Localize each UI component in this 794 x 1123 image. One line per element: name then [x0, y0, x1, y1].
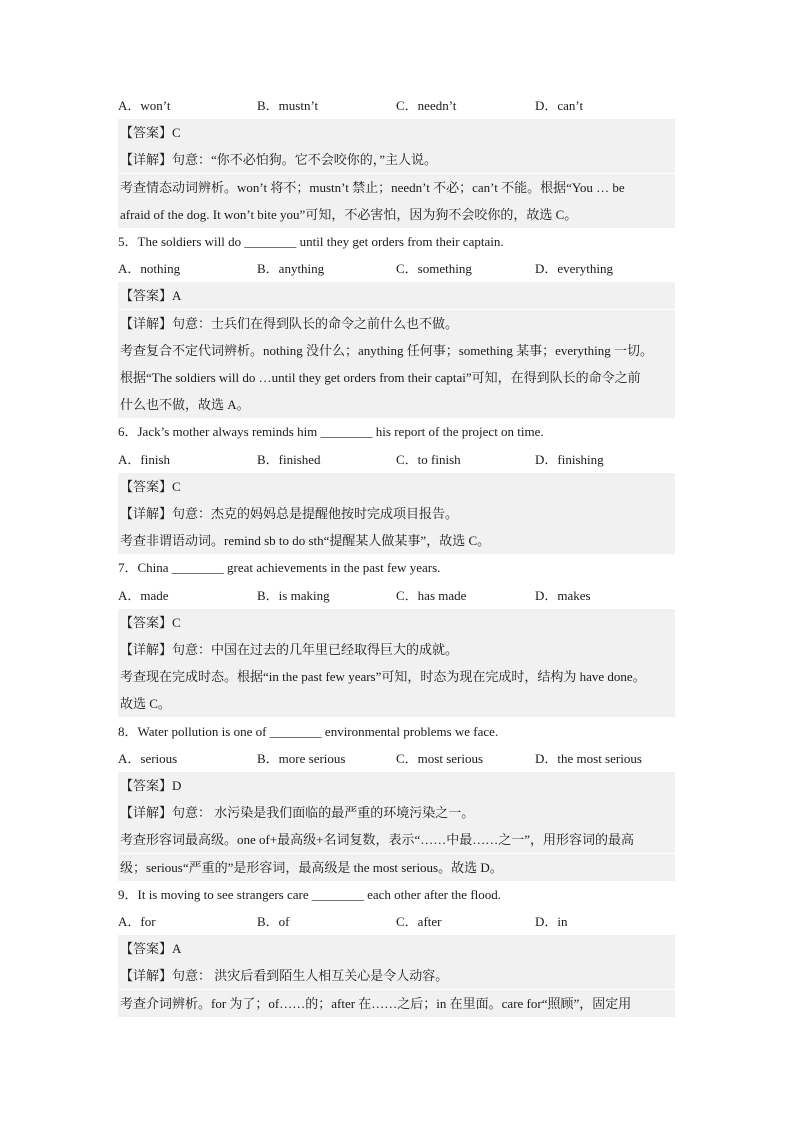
explanation-line: 根据“The soldiers will do …until they get orders from their captai”可知，在得到队长的命令之前 — [118, 364, 675, 391]
explanation-line: 考查介词辨析。for 为了；of……的；after 在……之后；in 在里面。care for“照顾”，固定用 — [118, 990, 675, 1017]
answer-line: 【答案】C — [118, 609, 675, 636]
answer-line: 【答案】C — [118, 473, 675, 500]
answer-option: B．is making — [257, 588, 330, 603]
explanation-line: 级；serious“严重的”是形容词，最高级是 the most serious。故选 D。 — [118, 854, 675, 881]
answer-option: B．of — [257, 914, 290, 929]
answer-option: A．won’t — [118, 98, 171, 113]
explanation-line: 【详解】句意：中国在过去的几年里已经取得巨大的成就。 — [118, 636, 675, 663]
explanation-line: 考查情态动词辨析。won’t 将不；mustn’t 禁止；needn’t 不必；can’t 不能。根据“You … be — [118, 174, 675, 201]
explanation-line: 考查非谓语动词。remind sb to do sth“提醒某人做某事”，故选 C。 — [118, 527, 675, 554]
answer-option: A．serious — [118, 751, 178, 766]
answer-option: A．for — [118, 914, 156, 929]
answer-option: C．after — [396, 914, 442, 929]
question-stem: 6．Jack’s mother always reminds him ________ his report of the project on time. — [118, 424, 544, 439]
answer-option: B．mustn’t — [257, 98, 319, 113]
question-stem: 5．The soldiers will do ________ until they get orders from their captain. — [118, 234, 504, 249]
answer-option: D．makes — [535, 588, 591, 603]
explanation-line: 【详解】句意：杰克的妈妈总是提醒他按时完成项目报告。 — [118, 500, 675, 527]
question-stem: 7．China ________ great achievements in the past few years. — [118, 560, 441, 575]
explanation-line: 什么也不做，故选 A。 — [118, 391, 675, 418]
answer-options-row — [118, 446, 678, 473]
explanation-line: 【详解】句意： 洪灾后看到陌生人相互关心是令人动容。 — [118, 962, 675, 989]
answer-option: C．needn’t — [396, 98, 457, 113]
answer-option: C．something — [396, 261, 472, 276]
explanation-line: 【详解】句意：“你不必怕狗。它不会咬你的，”主人说。 — [118, 146, 675, 173]
answer-option: A．finish — [118, 452, 171, 467]
answer-option: D．everything — [535, 261, 613, 276]
explanation-line: 【详解】句意： 水污染是我们面临的最严重的环境污染之一。 — [118, 799, 675, 826]
answer-option: C．has made — [396, 588, 467, 603]
answer-option: C．most serious — [396, 751, 484, 766]
question-stem: 9．It is moving to see strangers care ________ each other after the flood. — [118, 887, 502, 902]
answer-option: A．nothing — [118, 261, 181, 276]
answer-option: D．in — [535, 914, 568, 929]
answer-option: D．can’t — [535, 98, 584, 113]
answer-options-row — [118, 255, 678, 282]
answer-line: 【答案】D — [118, 772, 675, 799]
question-stem: 8．Water pollution is one of ________ environmental problems we face. — [118, 724, 499, 739]
explanation-line: 考查现在完成时态。根据“in the past few years”可知，时态为现在完成时，结构为 have done。 — [118, 663, 675, 690]
answer-line: 【答案】C — [118, 119, 675, 146]
explanation-line: afraid of the dog. It won’t bite you”可知，不必害怕，因为狗不会咬你的，故选 C。 — [118, 201, 675, 228]
answer-option: D．finishing — [535, 452, 604, 467]
answer-options-row — [118, 582, 678, 609]
explanation-line: 考查复合不定代词辨析。nothing 没什么；anything 任何事；something 某事；everything 一切。 — [118, 337, 675, 364]
answer-option: B．more serious — [257, 751, 346, 766]
answer-option: B．anything — [257, 261, 325, 276]
answer-line: 【答案】A — [118, 935, 675, 962]
answer-option: A．made — [118, 588, 169, 603]
answer-line: 【答案】A — [118, 282, 675, 309]
answer-options-row — [118, 908, 678, 935]
answer-options-row — [118, 92, 678, 119]
answer-option: C．to finish — [396, 452, 461, 467]
explanation-line: 【详解】句意：士兵们在得到队长的命令之前什么也不做。 — [118, 310, 675, 337]
explanation-line: 故选 C。 — [118, 690, 675, 717]
answer-option: B．finished — [257, 452, 321, 467]
answer-option: D．the most serious — [535, 751, 642, 766]
explanation-line: 考查形容词最高级。one of+最高级+名词复数，表示“……中最……之一”，用形容词的最高 — [118, 826, 675, 853]
answer-options-row — [118, 745, 678, 772]
